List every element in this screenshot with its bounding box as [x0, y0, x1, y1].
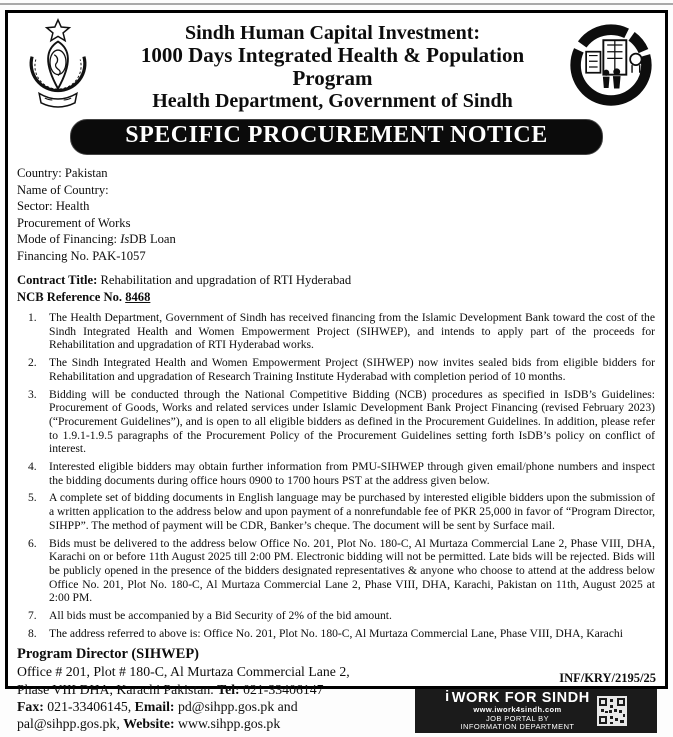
footer-address-line-2: Phase VIII DHA, Karachi Pakistan. Tel: 021-33406147: [17, 681, 324, 697]
isdb-italic-text: Is: [120, 232, 130, 246]
title-line-2: 1000 Days Integrated Health & Population Program: [140, 42, 525, 90]
program-logo-icon: [565, 19, 657, 115]
program-director-heading: Program Director (SIHWEP): [17, 646, 200, 663]
email-address-2: pal@sihpp.gos.pk,: [17, 716, 124, 732]
ncb-reference-number: 8468: [125, 289, 151, 304]
contract-title-line: Contract Title: Rehabilitation and upgradation of RTI Hyderabad: [17, 273, 352, 287]
document-header: [8, 13, 665, 116]
document-title: [100, 23, 565, 112]
clause-item-2: 2. The Sindh Integrated Health and Women Empowerment Project (SIHWEP) now invites sealed bids from eligible bidders for Rehabilitation and upgradation of Research Training Institute Hyderabad with completion period of 10 months.: [28, 356, 655, 383]
work-for-sindh-url: www.iwork4sindh.com: [473, 705, 562, 715]
footer-address-line-3: Fax: 021-33406145, Email: pd@sihpp.gos.pk and: [17, 698, 298, 714]
title-line-1: Sindh Human Capital Investment:: [184, 21, 481, 44]
work-for-sindh-title: i WORK FOR SINDH: [445, 689, 590, 707]
title-line-3: Health Department, Government of Sindh: [152, 89, 513, 112]
website-url: www.sihpp.gos.pk: [174, 716, 281, 732]
fax-number: 021-33406145,: [43, 698, 135, 714]
meta-country: Country: Pakistan: [17, 166, 108, 180]
work-for-sindh-line2: JOB PORTAL BY: [485, 713, 549, 723]
sindh-government-emblem-icon: [16, 18, 100, 116]
advert-reference-number: INF/KRY/2195/25: [559, 671, 656, 686]
ncb-reference-line: NCB Reference No. 8468: [17, 289, 151, 304]
clause-item-7: 7. All bids must be accompanied by a Bid Security of 2% of the bid amount.: [28, 609, 392, 623]
clause-item-3: 3. Bidding will be conducted through the National Competitive Bidding (NCB) procedures as specified in IsDB’s Guidelines: Procurement of Goods, Works and related services under Islamic Development Bank Project Financing (revised February 2023) (“Procurement Guidelines”), and is open to all eligible bidders as defined in the Procurement Guidelines. In addition, please refer to 1.9.1-1.9.5 paragraphs of the Procurement Policy of the Procurement Guidelines setting forth IsDB’s policy on conflict of interest.: [28, 387, 655, 456]
meta-name-of-country: Name of Country:: [17, 182, 109, 197]
telephone-number: 021-33406147: [239, 681, 324, 697]
document-footer: [17, 645, 665, 737]
qr-code-icon: [597, 696, 627, 726]
notice-meta-block: [17, 165, 665, 264]
notice-clauses-list: [14, 311, 655, 640]
footer-address-line-4: pal@sihpp.gos.pk, Website: www.sihpp.gos.pk: [17, 716, 281, 732]
specific-procurement-notice-banner: SPECIFIC PROCUREMENT NOTICE: [70, 119, 603, 155]
footer-address-line-1: Office # 201, Plot # 180-C, Al Murtaza Commercial Lane 2,: [17, 664, 350, 680]
meta-procurement: Procurement of Works: [17, 215, 131, 230]
email-address: pd@sihpp.gos.pk and: [174, 698, 298, 714]
procurement-notice-document: [5, 10, 668, 732]
contract-block: [17, 272, 665, 305]
top-divider-rule: [0, 3, 673, 5]
meta-financing-mode: Mode of Financing: IsDB Loan: [17, 232, 176, 246]
clause-item-4: 4. Interested eligible bidders may obtain further information from PMU-SIHWEP through given email/phone numbers and inspect the bidding documents during office hours 0900 to 1700 hours PST at the address given below.: [28, 460, 655, 487]
clause-item-6: 6. Bids must be delivered to the address below Office No. 201, Plot No. 180-C, Al Murtaza Commercial Lane 2, Phase VIII, DHA, Karachi on or before 11th August 2025 till 2:00 PM. Electronic bidding will not be permitted. Late bids will be rejected. Bids will be publicly opened in the presence of the bidders designated representatives & anyone who choose to attend at the address below Office No. 201, Plot No. 180-C, Al Murtaza Commercial Lane 2, Phase VIII, DHA, Karachi, Pakistan on 11th, August 2025 at 2:00 PM.: [28, 536, 655, 605]
i-work-for-sindh-logo-icon: [415, 689, 657, 733]
meta-sector: Sector: Health: [17, 199, 90, 213]
clause-item-8: 8. The address referred to above is: Office No. 201, Plot No. 180-C, Al Murtaza Commercial Lane, Phase VIII, DHA, Karachi: [28, 626, 623, 640]
meta-financing-number: Financing No. PAK-1057: [17, 248, 146, 263]
work-for-sindh-line3: INFORMATION DEPARTMENT: [460, 722, 575, 732]
clause-item-1: 1. The Health Department, Government of Sindh has received financing from the Islamic Development Bank toward the cost of the Sindh Integrated Health and Women Empowerment Project (SIHWEP), and intends to apply part of the proceeds for Rehabilitation and upgradation of RTI Hyderabad works.: [28, 311, 655, 352]
clause-item-5: 5. A complete set of bidding documents in English language may be purchased by interested eligible bidders upon the submission of a written application to the address below and upon payment of a nonrefundable fee of PKR 25,000 in favor of “Program Director, SIHPP”. The method of payment will be CDR, Banker’s cheque. The document will be sent by Surface mail.: [28, 491, 655, 532]
